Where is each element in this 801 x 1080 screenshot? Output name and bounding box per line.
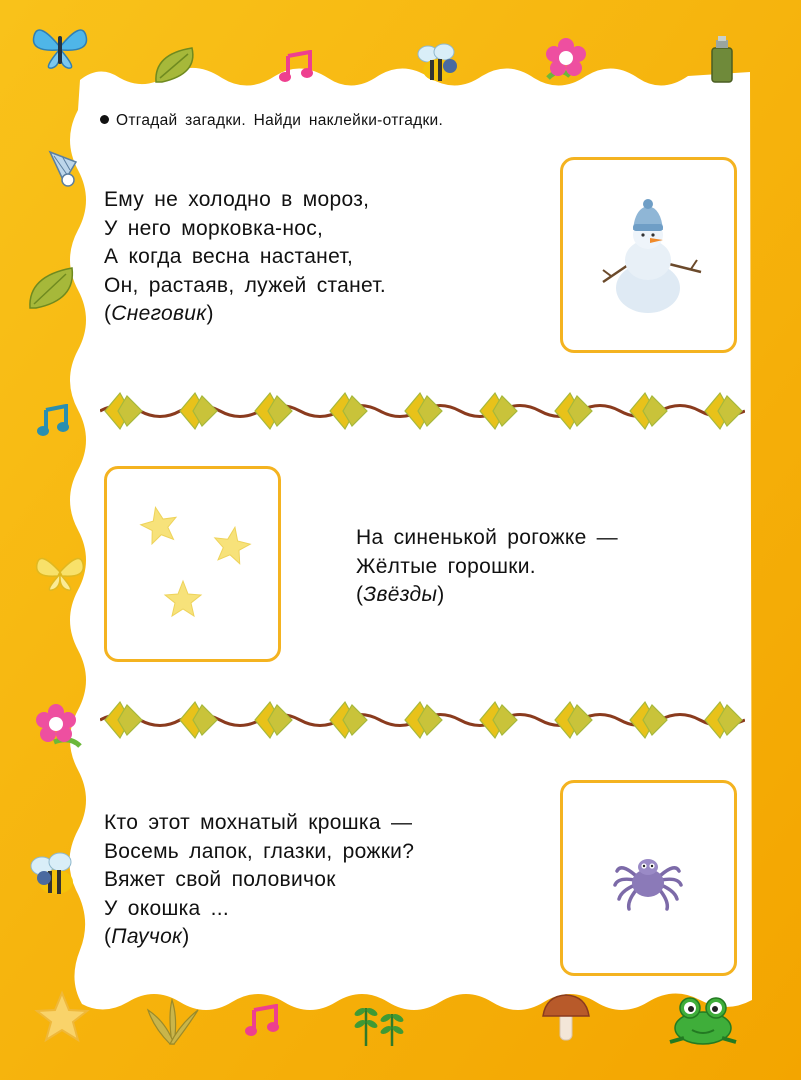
riddle-stars <box>356 524 618 610</box>
riddle-line: Он, растаяв, лужей станет. <box>104 273 387 297</box>
sticker-card-stars <box>104 466 281 662</box>
riddle-line: У окошка ... <box>104 896 230 920</box>
grass-icon <box>142 998 202 1046</box>
mushroom-icon <box>540 992 592 1042</box>
sticker-card-spider <box>560 780 737 976</box>
snowman-icon <box>563 160 734 350</box>
instruction-text: Отгадай загадки. Найди наклейки-отгадки. <box>100 112 443 130</box>
music-note-icon <box>278 50 316 84</box>
leaf-garland-divider <box>100 388 745 434</box>
riddle-answer: (Паучок) <box>104 925 190 948</box>
shuttlecock-icon <box>42 148 82 188</box>
riddle-line: Вяжет свой половичок <box>104 868 336 891</box>
leaf-icon <box>26 264 78 312</box>
flower-icon <box>30 702 86 752</box>
riddle-line: Кто этот мохнатый крошка — <box>104 811 413 834</box>
bullet-icon <box>100 115 109 124</box>
bee-icon <box>414 40 460 86</box>
riddle-line: А когда весна настанет, <box>104 245 354 268</box>
spray-can-icon <box>704 34 740 84</box>
star-icon <box>34 990 90 1044</box>
frog-icon <box>664 994 742 1048</box>
sticker-card-snowman <box>560 157 737 353</box>
stars-icon <box>107 469 278 659</box>
butterfly-icon <box>30 22 90 72</box>
riddle-line: Восемь лапок, глазки, рожки? <box>104 839 415 863</box>
flower-icon <box>540 36 596 86</box>
sprout-icon <box>352 994 408 1048</box>
riddle-answer: (Звёзды) <box>356 583 445 606</box>
riddle-line: У него морковка-нос, <box>104 216 324 240</box>
riddle-line: Жёлтые горошки. <box>356 554 536 578</box>
riddle-snowman <box>104 186 386 329</box>
riddle-spider <box>104 809 414 952</box>
leaf-icon <box>152 44 200 86</box>
spider-icon <box>563 783 734 973</box>
riddle-line: На синенькой рогожке — <box>356 526 618 549</box>
music-note-icon <box>34 404 72 440</box>
bee-icon <box>28 850 82 898</box>
leaf-garland-divider <box>100 697 745 743</box>
riddle-line: Ему не холодно в мороз, <box>104 188 370 211</box>
riddle-answer: (Снеговик) <box>104 302 214 325</box>
butterfly-icon <box>34 552 86 594</box>
music-note-icon <box>244 1004 282 1040</box>
